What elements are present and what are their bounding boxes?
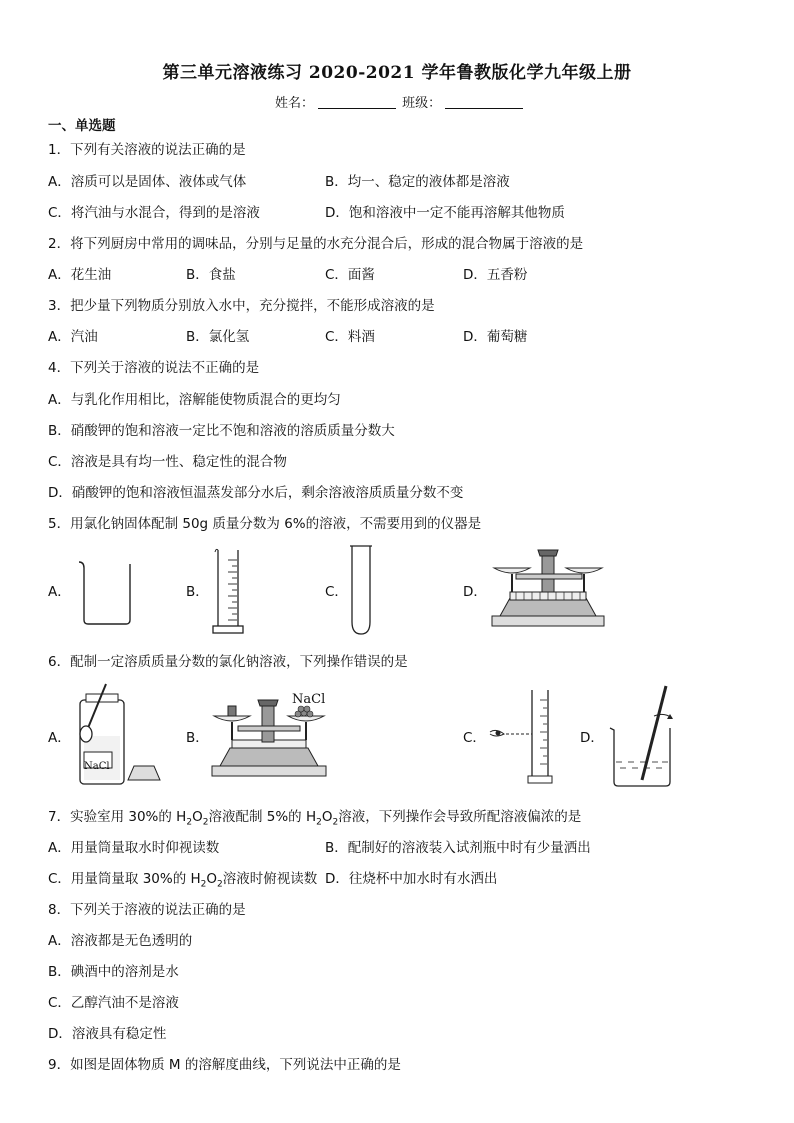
balance-figure: [490, 546, 608, 628]
q5-stem: 5．用氯化钠固体配制 50g 质量分数为 6%的溶液，不需要用到的仪器是: [48, 516, 482, 532]
q1-stem: 1．下列有关溶液的说法正确的是: [48, 142, 246, 158]
q6-stem: 6．配制一定溶质质量分数的氯化钠溶液，下列操作错误的是: [48, 654, 408, 670]
q1-option-b[interactable]: B．均一、稳定的液体都是溶液: [325, 174, 510, 190]
q8-option-d[interactable]: D．溶液具有稳定性: [48, 1026, 167, 1042]
q2-stem: 2．将下列厨房中常用的调味品，分别与足量的水充分混合后，形成的混合物属于溶液的是: [48, 236, 584, 252]
q2-option-a[interactable]: A．花生油: [48, 267, 112, 283]
q4-stem: 4．下列关于溶液的说法不正确的是: [48, 360, 260, 376]
q7-option-d[interactable]: D．往烧杯中加水时有水洒出: [325, 871, 498, 887]
q3-option-a[interactable]: A．汽油: [48, 329, 98, 345]
beaker-stirring-figure: [604, 682, 682, 790]
q9-stem: 9．如图是固体物质 M 的溶解度曲线，下列说法中正确的是: [48, 1057, 401, 1073]
test-tube-figure: [346, 544, 376, 636]
class-label: 班级：: [402, 96, 442, 111]
page-title: 第三单元溶液练习 2020-2021 学年鲁教版化学九年级上册: [162, 63, 632, 83]
class-blank[interactable]: [445, 96, 523, 109]
q3-option-c[interactable]: C．料酒: [325, 329, 375, 345]
q1-option-d[interactable]: D．饱和溶液中一定不能再溶解其他物质: [325, 205, 565, 221]
q4-option-c[interactable]: C．溶液是具有均一性、稳定性的混合物: [48, 454, 287, 470]
q1-option-c[interactable]: C．将汽油与水混合，得到的是溶液: [48, 205, 260, 221]
nacl-bottle-label: NaCl: [84, 761, 110, 772]
q5-option-d[interactable]: D．: [463, 584, 487, 600]
name-blank[interactable]: [318, 96, 396, 109]
name-label: 姓名：: [275, 96, 315, 111]
graduated-cylinder-figure: [210, 548, 246, 636]
nacl-pan-label: NaCl: [292, 692, 326, 707]
q6-option-d[interactable]: D．: [580, 730, 604, 746]
q4-option-b[interactable]: B．硝酸钾的饱和溶液一定比不饱和溶液的溶质质量分数大: [48, 423, 395, 439]
cylinder-reading-figure: [488, 688, 558, 786]
q7-stem: 7．实验室用 30%的 $H_2O_2$溶液配制 5%的 $H_2O_2$溶液，下列操作会导致所配溶液偏浓的是: [48, 809, 582, 828]
q3-option-d[interactable]: D．葡萄糖: [463, 329, 528, 345]
q6-option-b[interactable]: B．: [186, 730, 209, 746]
q5-option-b[interactable]: B．: [186, 584, 209, 600]
q7-option-b[interactable]: B．配制好的溶液装入试剂瓶中时有少量洒出: [325, 840, 591, 856]
q7-option-c[interactable]: C．用量筒量取 30%的 $H_2O_2$溶液时俯视读数: [48, 871, 318, 890]
q6-option-a[interactable]: A．: [48, 730, 71, 746]
name-class-line: [275, 92, 525, 111]
q8-option-a[interactable]: A．溶液都是无色透明的: [48, 933, 193, 949]
q2-option-c[interactable]: C．面酱: [325, 267, 375, 283]
q1-option-a[interactable]: A．溶质可以是固体、液体或气体: [48, 174, 247, 190]
section-heading: 一、单选题: [48, 118, 116, 134]
q3-stem: 3．把少量下列物质分别放入水中，充分搅拌，不能形成溶液的是: [48, 298, 435, 314]
reagent-bottle-spoon-figure: [66, 680, 176, 788]
q2-option-b[interactable]: B．食盐: [186, 267, 236, 283]
q2-option-d[interactable]: D．五香粉: [463, 267, 528, 283]
q3-option-b[interactable]: B．氯化氢: [186, 329, 250, 345]
q6-option-c[interactable]: C．: [463, 730, 486, 746]
q4-option-d[interactable]: D．硝酸钾的饱和溶液恒温蒸发部分水后，剩余溶液溶质质量分数不变: [48, 485, 464, 501]
q7-option-a[interactable]: A．用量筒量取水时仰视读数: [48, 840, 220, 856]
beaker-figure: [76, 560, 136, 626]
q4-option-a[interactable]: A．与乳化作用相比，溶解能使物质混合的更均匀: [48, 392, 341, 408]
q8-stem: 8．下列关于溶液的说法正确的是: [48, 902, 246, 918]
q5-option-a[interactable]: A．: [48, 584, 71, 600]
q8-option-b[interactable]: B．碘酒中的溶剂是水: [48, 964, 179, 980]
q5-option-c[interactable]: C．: [325, 584, 348, 600]
q8-option-c[interactable]: C．乙醇汽油不是溶液: [48, 995, 179, 1011]
